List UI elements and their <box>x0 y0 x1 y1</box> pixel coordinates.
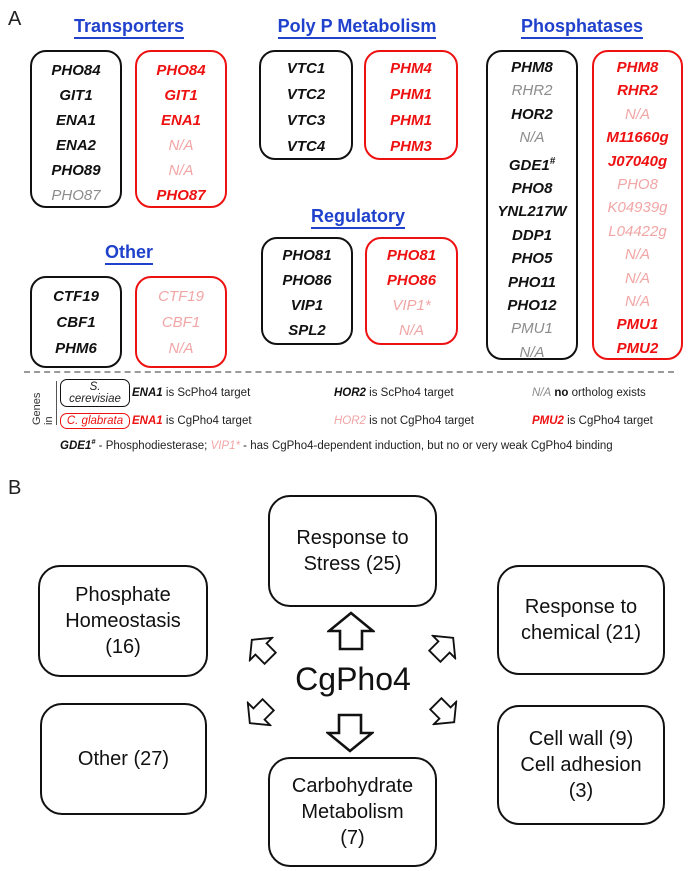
gene-entry: ENA1 <box>55 112 96 129</box>
gene-entry: N/A <box>398 322 424 339</box>
gene-entry: CBF1 <box>161 314 201 331</box>
legend-run: PMU2 <box>532 415 564 427</box>
legend-run: VIP1* <box>210 439 240 452</box>
gene-entry: M11660g <box>606 129 669 147</box>
node-line: Response to <box>524 596 638 618</box>
legend-run: is not CgPho4 target <box>365 415 474 427</box>
gene-entry: PHM1 <box>390 86 432 103</box>
arrow-down-left-icon <box>237 692 282 737</box>
legend-run: - Phosphodiesterase; <box>95 439 211 452</box>
gene-entry: VIP1* <box>392 297 431 314</box>
legend-run: GDE1# <box>60 437 96 452</box>
gene-entry: PHO89 <box>51 162 101 179</box>
arrow-down-right-icon <box>423 691 468 736</box>
node-response-chemical <box>497 565 665 675</box>
gene-entry: PHM8 <box>616 59 659 76</box>
transporters-sc-box <box>30 50 122 208</box>
gene-entry: CBF1 <box>56 314 96 331</box>
gene-entry: CTF19 <box>53 288 99 305</box>
node-line: Cell wall (9) <box>528 728 634 750</box>
legend-grid <box>60 379 680 452</box>
node-line: chemical (21) <box>520 622 642 644</box>
node-line: (7) <box>340 827 365 849</box>
gene-entry: PHO5 <box>511 250 553 268</box>
gene-entry: PMU2 <box>616 339 659 357</box>
node-response-stress <box>268 495 437 607</box>
node-cell-wall-adhesion <box>497 705 665 825</box>
node-line: Carbohydrate <box>291 775 414 797</box>
legend-run: ortholog exists <box>568 387 646 399</box>
gene-entry: RHR2 <box>617 82 658 100</box>
gene-entry: PHM4 <box>390 60 432 77</box>
gene-entry: HOR2 <box>511 105 553 123</box>
group-title-text: Regulatory <box>311 206 405 229</box>
cgpho4-center-label: CgPho4 <box>295 661 411 697</box>
gene-entry: VTC3 <box>286 112 326 129</box>
legend-run: is CgPho4 target <box>563 415 653 427</box>
gene-entry: N/A <box>519 129 545 147</box>
phosphatases-cg-box <box>592 50 683 360</box>
gene-entry: PHO86 <box>386 272 437 289</box>
gene-entry: PHO87 <box>51 187 101 204</box>
node-line: Homeostasis <box>65 610 181 632</box>
gene-entry: N/A <box>624 105 650 123</box>
polyp-cg-box <box>364 50 458 160</box>
group-title-text: Phosphatases <box>521 16 643 39</box>
gene-entry: PHO84 <box>51 62 101 79</box>
gene-entry: GIT1 <box>59 87 93 104</box>
legend-run: HOR2 <box>334 415 366 427</box>
sc-species-box: S. cerevisiae <box>60 379 130 407</box>
gene-entry: VTC1 <box>286 60 326 77</box>
arrow-up-left-icon <box>239 627 284 672</box>
group-title-phosphatases <box>482 16 682 37</box>
gene-entry: PHO86 <box>282 272 332 289</box>
gene-entry: N/A <box>624 246 650 264</box>
legend-run: is CgPho4 target <box>162 415 252 427</box>
gene-entry: PHO81 <box>282 247 332 264</box>
legend-run: ENA1 <box>132 415 163 427</box>
legend-item <box>334 415 532 427</box>
gene-entry: DDP1 <box>511 226 552 244</box>
legend-footnote <box>60 437 680 452</box>
gene-entry: VTC4 <box>286 138 326 155</box>
phosphatases-sc-box <box>486 50 578 360</box>
legend-side-label-text: Genes in <box>31 392 55 425</box>
gene-entry: N/A <box>624 293 650 311</box>
gene-entry: PHO81 <box>386 247 437 264</box>
node-line: Metabolism <box>301 801 404 823</box>
group-title-other <box>30 242 228 263</box>
node-line: Phosphate <box>75 584 171 606</box>
gene-entry: PHO8 <box>617 176 658 194</box>
legend-item <box>532 387 680 399</box>
node-line: Stress (25) <box>303 553 402 575</box>
other-sc-box <box>30 276 122 368</box>
gene-entry: SPL2 <box>288 322 326 339</box>
gene-entry: PHM8 <box>511 59 553 76</box>
legend <box>30 379 680 452</box>
gene-entry: N/A <box>624 269 650 287</box>
gene-entry: GDE1# <box>508 155 556 174</box>
legend-run: HOR2 <box>334 387 366 399</box>
gene-entry: PMU1 <box>616 316 659 334</box>
gene-entry: PHO8 <box>511 180 553 198</box>
arrow-up-right-icon <box>422 625 467 670</box>
node-line: Other (27) <box>77 748 170 770</box>
node-line: (16) <box>105 636 141 658</box>
gene-entry: N/A <box>168 137 194 154</box>
node-line: (3) <box>568 780 594 802</box>
gene-entry: RHR2 <box>511 82 553 100</box>
gene-entry: PHO11 <box>507 273 557 291</box>
legend-divider <box>24 371 674 373</box>
gene-entry: PMU1 <box>511 320 553 338</box>
gene-entry: ENA1 <box>160 112 201 129</box>
node-other <box>40 703 207 815</box>
gene-entry: PHM1 <box>390 112 432 129</box>
gene-entry: ENA2 <box>55 137 96 154</box>
gene-entry: PHM3 <box>390 138 432 155</box>
legend-run: is ScPho4 target <box>365 387 454 399</box>
legend-run: N/A <box>532 387 552 399</box>
legend-run: ENA1 <box>132 387 163 399</box>
group-title-text: Poly P Metabolism <box>278 16 437 39</box>
group-title-polyp <box>252 16 462 37</box>
regulatory-sc-box <box>261 237 353 345</box>
cg-species-box: C. glabrata <box>60 413 130 429</box>
gene-entry: VIP1 <box>290 297 324 314</box>
polyp-sc-box <box>259 50 353 160</box>
gene-entry: L04422g <box>608 222 667 240</box>
legend-run: no <box>554 387 569 399</box>
legend-item <box>132 415 334 427</box>
gene-entry: GIT1 <box>164 87 198 104</box>
gene-entry: K04939g <box>607 199 668 217</box>
gene-entry: PHO84 <box>156 62 206 79</box>
arrow-up-icon <box>327 611 375 651</box>
group-title-regulatory <box>258 206 458 227</box>
gene-entry: CTF19 <box>158 288 204 305</box>
gene-entry: YNL217W <box>497 203 567 221</box>
gene-entry: J07040g <box>607 152 668 170</box>
legend-item <box>132 387 334 399</box>
legend-item <box>532 415 680 427</box>
node-line: Cell adhesion <box>520 754 642 776</box>
node-carbohydrate-metabolism <box>268 757 437 867</box>
group-title-transporters <box>30 16 228 37</box>
regulatory-cg-box <box>365 237 458 345</box>
legend-side-label <box>30 381 57 425</box>
gene-entry: N/A <box>519 343 545 361</box>
gene-entry: N/A <box>168 340 194 357</box>
group-title-text: Other <box>105 242 153 265</box>
legend-item <box>334 387 532 399</box>
panel-a-label: A <box>8 8 22 30</box>
gene-entry: PHO12 <box>507 297 557 315</box>
gene-entry: VTC2 <box>286 86 326 103</box>
gene-entry: PHM6 <box>55 340 97 357</box>
group-title-text: Transporters <box>74 16 184 39</box>
panel-b-label: B <box>8 477 22 499</box>
gene-entry: PHO87 <box>156 187 206 204</box>
legend-run: is ScPho4 target <box>162 387 251 399</box>
transporters-cg-box <box>135 50 227 208</box>
gene-entry: N/A <box>168 162 194 179</box>
legend-run: - has CgPho4-dependent induction, but no or very weak CgPho4 binding <box>239 439 613 452</box>
node-phosphate-homeostasis <box>38 565 208 677</box>
node-line: Response to <box>296 527 409 549</box>
other-cg-box <box>135 276 227 368</box>
arrow-down-icon <box>326 713 374 753</box>
